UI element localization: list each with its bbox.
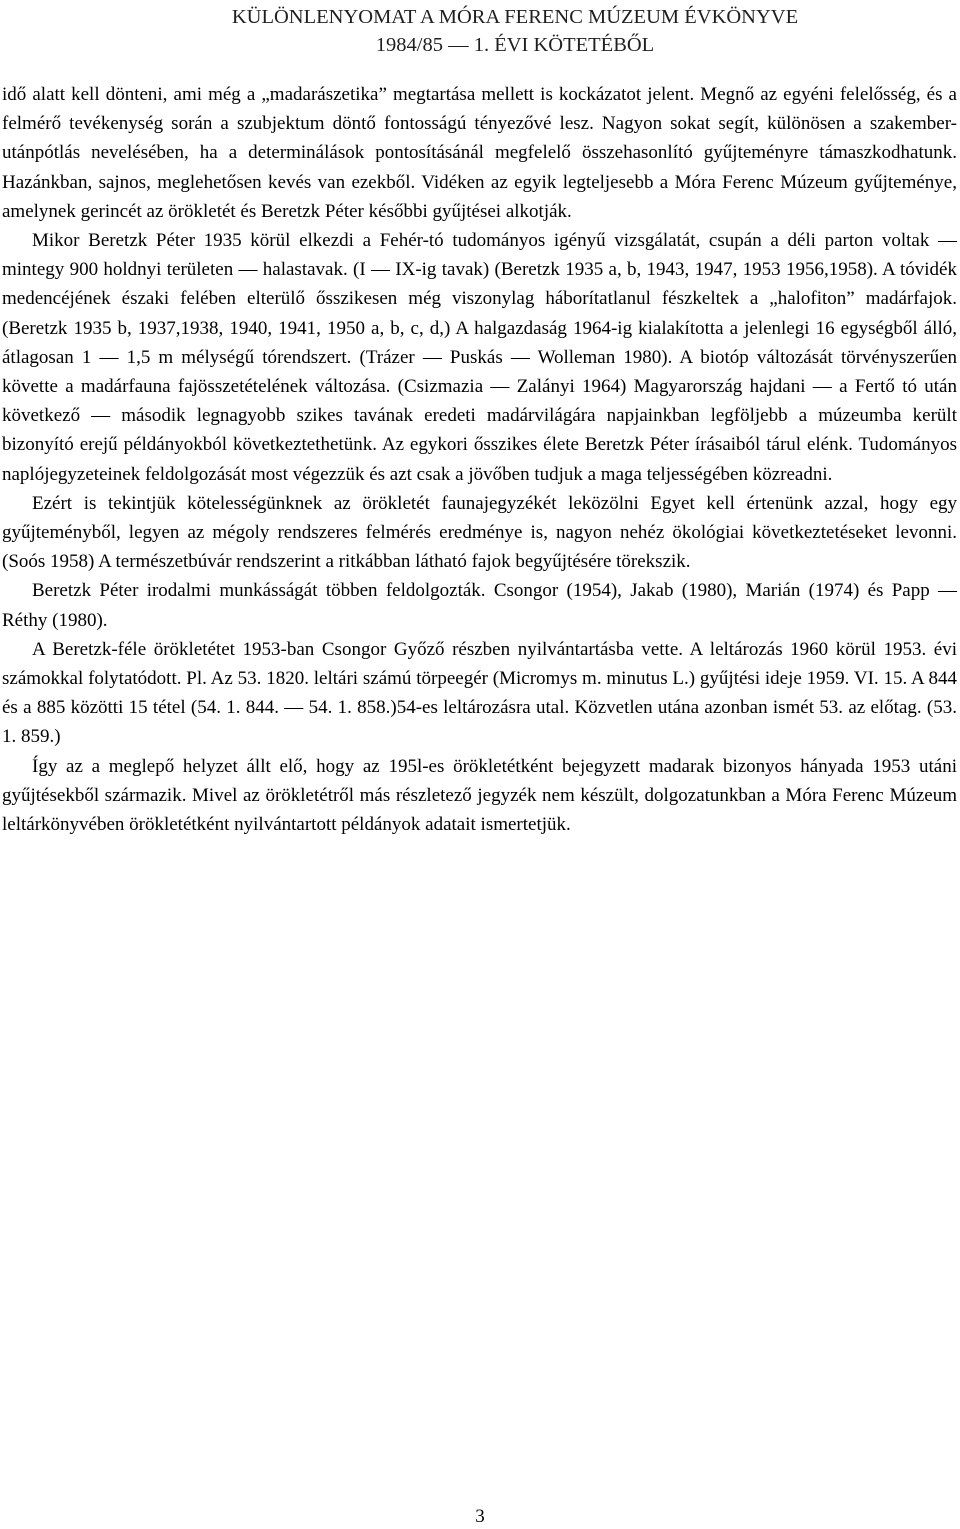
page-number: 3 xyxy=(475,1506,485,1527)
paragraph: Ezért is tekintjük kötelességünknek az örökletét faunajegyzékét leközölni Egyet kell értenünk azzal, hogy egy gyűjteményből, legyen az mégoly rendszeres felmérés eredménye is, nagyon nehéz ökológiai következtetéseket levonni. (Soós 1958) A természetbúvár rendszerint a ritkábban látható fajok begyűjtésére törekszik. xyxy=(2,492,957,573)
paragraph: idő alatt kell dönteni, ami még a „madarászetika” megtartása mellett is kockázatot jelent. Megnő az egyéni felelősség, és a felmérő tevékenység során a szubjektum döntő fontosságú tényezővé lesz. Nagyon sokat segít, különösen a szakember-utánpótlás nevelésében, ha a determinálások pontosításánál megfelelő összehasonlító gyűjteményre támaszkodhatunk. Hazánkban, sajnos, meglehetősen kevés van ezekből. Vidéken az egyik legteljesebb a Móra Ferenc Múzeum gyűjteménye, amelynek gerincét az örökletét és Beretzk Péter későbbi gyűjtései alkotják. xyxy=(2,84,957,222)
header-subtitle: 1984/85 — 1. ÉVI KÖTETÉBŐL xyxy=(375,34,655,56)
paragraph: Mikor Beretzk Péter 1935 körül elkezdi a Fehér-tó tudományos igényű vizsgálatát, csupán a déli parton voltak — mintegy 900 holdnyi területen — halastavak. (I — IX-ig tavak) (Beretzk 1935 a, b, 1943, 1947, 1953 1956,1958). A tóvidék medencéjének északi felében elterülő ősszikesen még viszonylag háborítatlanul fészkeltek a „halofiton” madárfajok. (Beretzk 1935 b, 1937,1938, 1940, 1941, 1950 a, b, c, d,) A halgazdaság 1964-ig kialakította a jelenlegi 16 egységből álló, átlagosan 1 — 1,5 m mélységű tórendszert. (Trázer — Puskás — Wolleman 1980). A biotóp változását törvényszerűen követte a madárfauna fajösszetételének változása. (Csizmazia — Zalányi 1964) Magyarország hajdani — a Fertő tó után következő — második legnagyobb szikes tavának eredeti madárvilágára napjainkban legföljebb a múzeumba került bizonyító erejű példányokból következtethetünk. Az egykori ősszikes élete Beretzk Péter írásaiból tárul elénk. Tudományos naplójegyzeteinek feldolgozását most végezzük és azt csak a jövőben tudjuk a maga teljességében közreadni. xyxy=(2,230,957,485)
body-text xyxy=(2,80,957,839)
running-header xyxy=(0,3,960,59)
paragraph: Beretzk Péter irodalmi munkásságát többen feldolgozták. Csongor (1954), Jakab (1980), Marián (1974) és Papp — Réthy (1980). xyxy=(2,580,957,631)
header-title: KÜLÖNLENYOMAT A MÓRA FERENC MÚZEUM ÉVKÖNYVE xyxy=(231,6,799,28)
paragraph: Így az a meglepő helyzet állt elő, hogy az 195l-es örökletétként bejegyzett madarak bizonyos hányada 1953 utáni gyűjtésekből származik. Mivel az örökletétről más részletező jegyzék nem készült, dolgozatunkban a Móra Ferenc Múzeum leltárkönyvében örökletétként nyilvántartott példányok adatait ismertetjük. xyxy=(2,755,957,836)
paragraph: A Beretzk-féle örökletétet 1953-ban Csongor Győző részben nyilvántartásba vette. A leltározás 1960 körül 1953. évi számokkal folytatódott. Pl. Az 53. 1820. leltári számú törpeegér (Micromys m. minutus L.) gyűjtési ideje 1959. VI. 15. A 844 és a 885 közötti 15 tétel (54. 1. 844. — 54. 1. 858.)54-es leltározásra utal. Közvetlen utána azonban ismét 53. az előtag. (53. 1. 859.) xyxy=(2,638,957,748)
